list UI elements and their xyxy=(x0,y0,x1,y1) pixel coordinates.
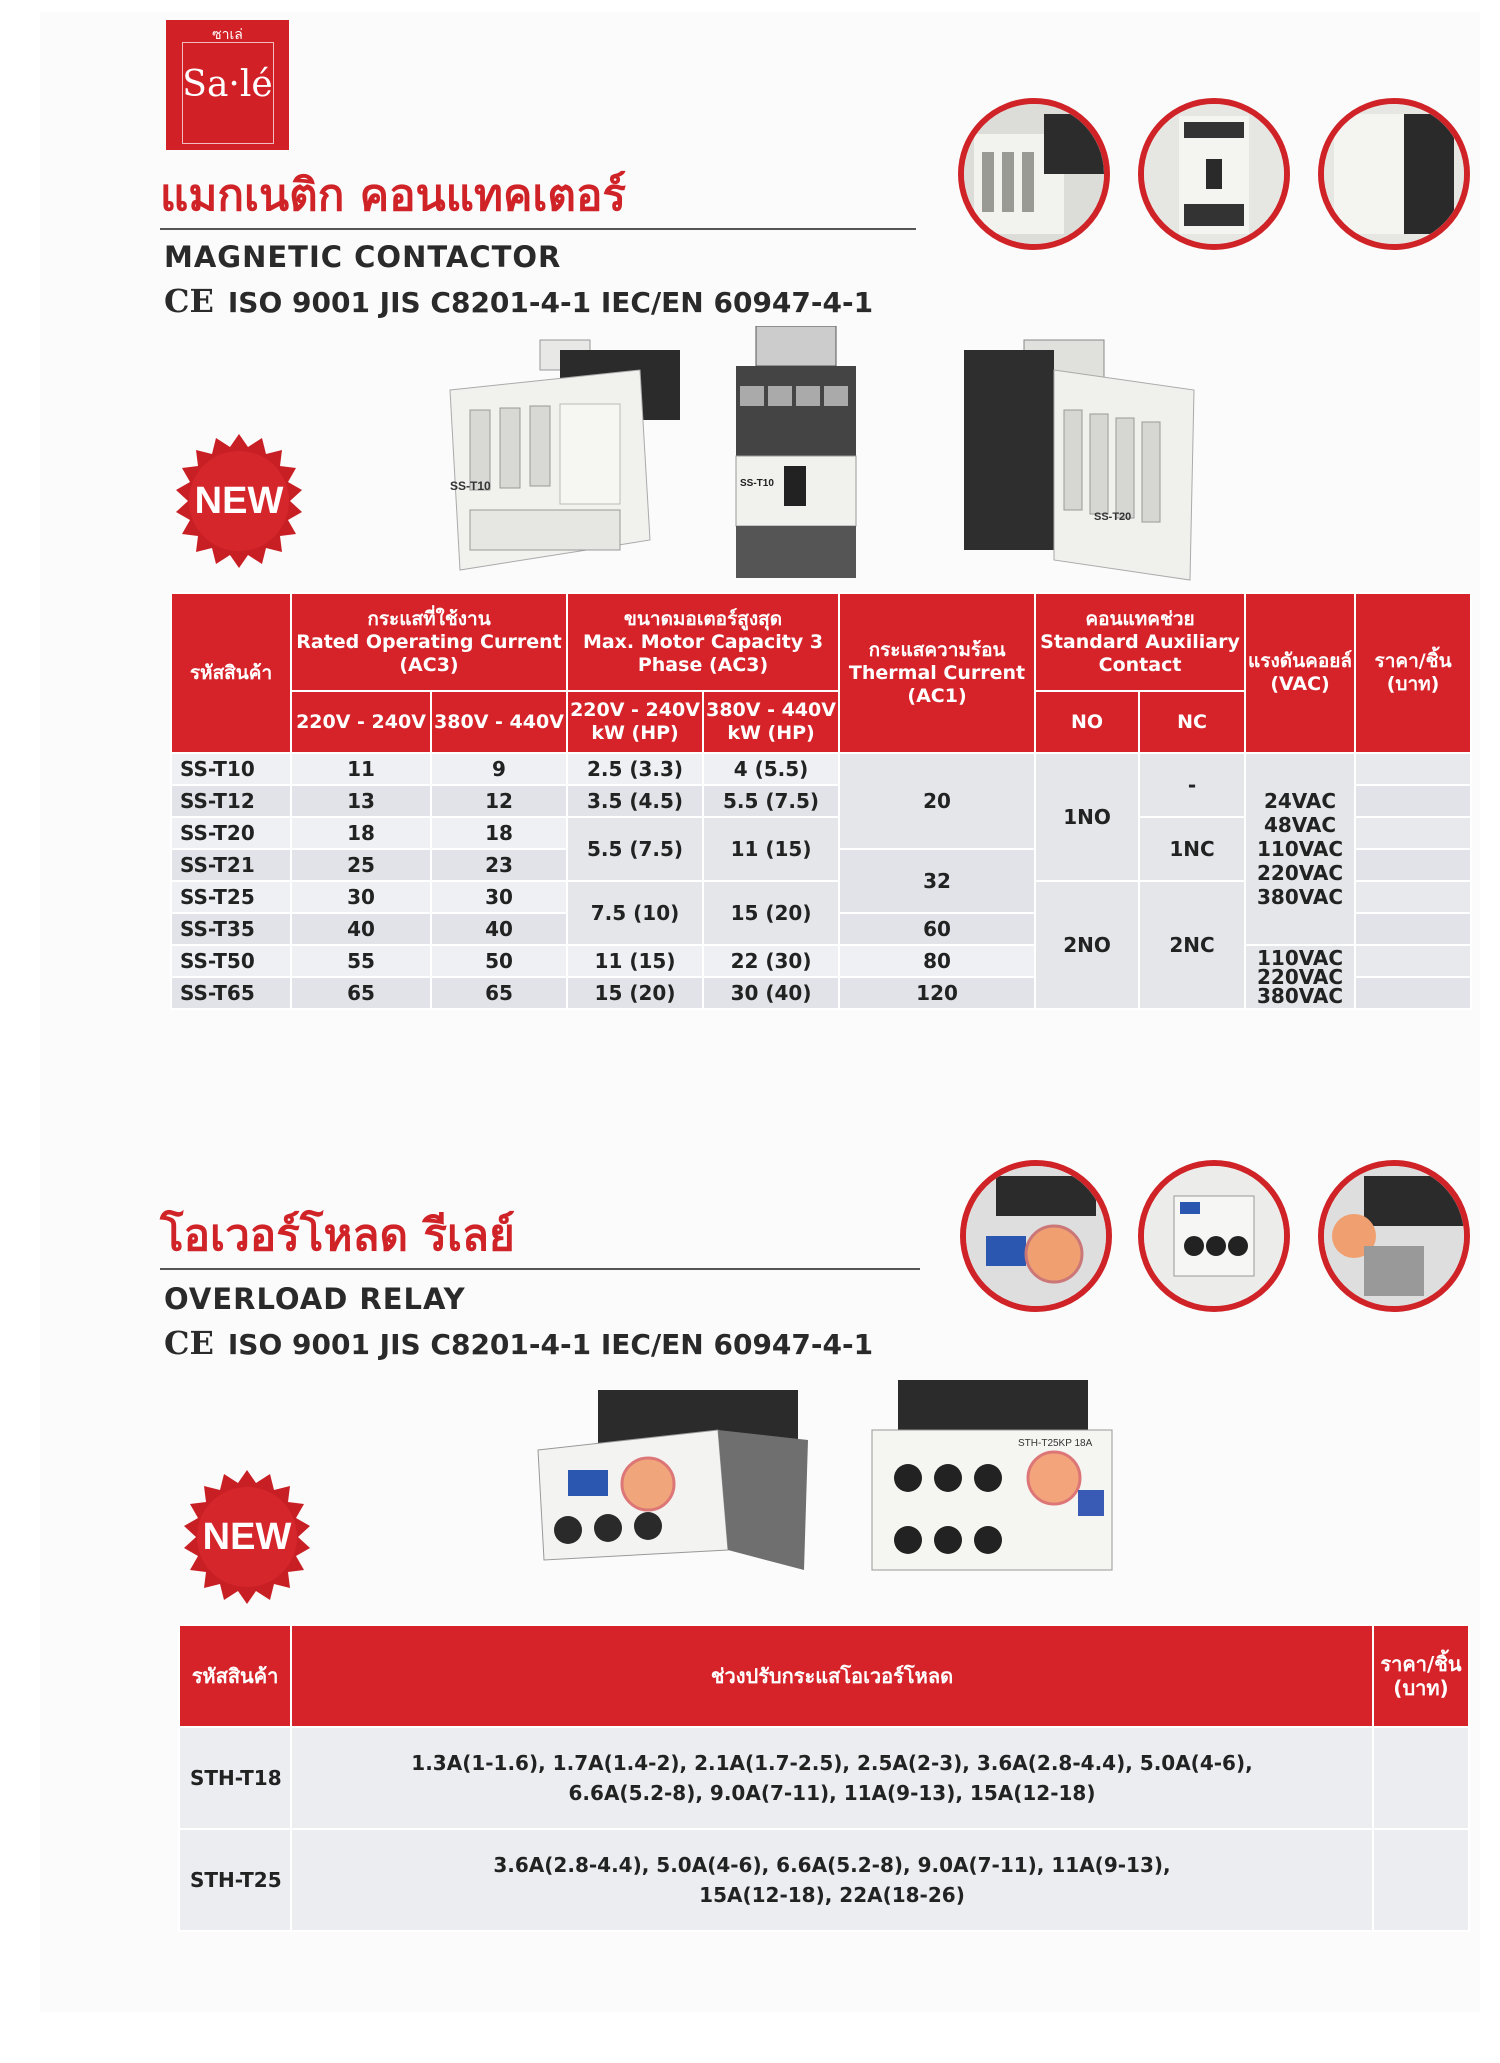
col-header-range: ช่วงปรับกระแสโอเวอร์โหลด xyxy=(291,1625,1373,1727)
col-header-motor: ขนาดมอเตอร์สูงสุด Max. Motor Capacity 3 Phase (AC3) xyxy=(567,593,839,691)
table-row: SS-T50 55 50 11 (15) 22 (30) 80 110VAC 220VAC 380VAC xyxy=(171,945,1471,977)
col-header-current: กระแสที่ใช้งาน Rated Operating Current (AC3) xyxy=(291,593,567,691)
relay-detail-photo-3 xyxy=(1318,1160,1470,1312)
svg-text:STH-T25KP 18A: STH-T25KP 18A xyxy=(1018,1438,1093,1449)
price-cell xyxy=(1355,881,1471,913)
table-row: SS-T12 13 12 3.5 (4.5) 5.5 (7.5) xyxy=(171,785,1471,817)
brand-name: Sa·lé xyxy=(182,64,273,105)
brand-thai: ซาเล่ xyxy=(212,27,243,43)
contactor-certifications: CE ISO 9001 JIS C8201-4-1 IEC/EN 60947-4-1 xyxy=(164,282,874,320)
price-cell xyxy=(1355,817,1471,849)
current-range-cell: 3.6A(2.8-4.4), 5.0A(4-6), 6.6A(5.2-8), 9.0A(7-11), 11A(9-13), 15A(12-18), 22A(18-26) xyxy=(291,1829,1373,1931)
price-cell xyxy=(1355,945,1471,977)
col-header-coil: แรงดันคอยล์ (VAC) xyxy=(1245,593,1355,753)
relay-detail-photo-2 xyxy=(1138,1160,1290,1312)
table-row: SS-T21 25 23 32 xyxy=(171,849,1471,881)
new-badge: NEW xyxy=(170,432,308,570)
table-row: SS-T10 11 9 2.5 (3.3) 4 (5.5) 20 1NO - 24VAC 48VAC 110VAC 220VAC 380VAC xyxy=(171,753,1471,785)
price-cell xyxy=(1373,1727,1469,1829)
brand-logo xyxy=(166,20,289,150)
col-header-motor-380: 380V - 440V kW (HP) xyxy=(703,691,839,753)
contactor-detail-photo-3 xyxy=(1318,98,1470,250)
table-row: STH-T18 1.3A(1-1.6), 1.7A(1.4-2), 2.1A(1.7-2.5), 2.5A(2-3), 3.6A(2.8-4.4), 5.0A(4-6), 6.6A(5.2-8), 9.0A(7-11), 11A(9-13), 15A(12-18) xyxy=(179,1727,1469,1829)
price-cell xyxy=(1355,753,1471,785)
price-cell xyxy=(1355,977,1471,1009)
col-header-current-380: 380V - 440V xyxy=(431,691,567,753)
price-cell xyxy=(1355,785,1471,817)
relay-detail-photo-1 xyxy=(960,1160,1112,1312)
svg-text:SS-T20: SS-T20 xyxy=(1094,511,1132,523)
ce-mark-icon: CE xyxy=(164,1324,214,1362)
relay-title-thai: โอเวอร์โหลด รีเลย์ xyxy=(160,1210,515,1261)
new-badge: NEW xyxy=(178,1468,316,1606)
price-cell xyxy=(1373,1829,1469,1931)
contactor-product-ss-t10-front xyxy=(440,330,690,580)
section-divider xyxy=(160,228,916,230)
table-row: STH-T25 3.6A(2.8-4.4), 5.0A(4-6), 6.6A(5.2-8), 9.0A(7-11), 11A(9-13), 15A(12-18), 22A(18-26) xyxy=(179,1829,1469,1931)
relay-certifications: CE ISO 9001 JIS C8201-4-1 IEC/EN 60947-4-1 xyxy=(164,1324,874,1362)
price-cell xyxy=(1355,849,1471,881)
label-ss-t10: SS-T10 xyxy=(450,479,491,493)
svg-text:SS-T10: SS-T10 xyxy=(740,478,774,489)
current-range-cell: 1.3A(1-1.6), 1.7A(1.4-2), 2.1A(1.7-2.5), 2.5A(2-3), 3.6A(2.8-4.4), 5.0A(4-6), 6.6A(5.2-8), 9.0A(7-11), 11A(9-13), 15A(12-18) xyxy=(291,1727,1373,1829)
col-header-current-220: 220V - 240V xyxy=(291,691,431,753)
col-header-motor-220: 220V - 240V kW (HP) xyxy=(567,691,703,753)
relay-product-sth-t25 xyxy=(868,1380,1128,1590)
contactor-title-thai: แมกเนติก คอนแทคเตอร์ xyxy=(160,170,627,221)
table-row: SS-T35 40 40 60 xyxy=(171,913,1471,945)
coil-voltage-group-1: 24VAC 48VAC 110VAC 220VAC 380VAC xyxy=(1245,753,1355,945)
section-divider xyxy=(160,1268,920,1270)
contactor-product-ss-t20 xyxy=(964,330,1204,586)
col-header-price: ราคา/ชิ้น (บาท) xyxy=(1355,593,1471,753)
col-header-no: NO xyxy=(1035,691,1139,753)
coil-voltage-group-2: 110VAC 220VAC 380VAC xyxy=(1245,945,1355,1009)
contactor-detail-photo-1 xyxy=(958,98,1110,250)
col-header-aux: คอนแทคช่วย Standard Auxiliary Contact xyxy=(1035,593,1245,691)
ce-mark-icon: CE xyxy=(164,282,214,320)
table-row: SS-T25 30 30 7.5 (10) 15 (20) 2NO 2NC xyxy=(171,881,1471,913)
table-row: SS-T65 65 65 15 (20) 30 (40) 120 xyxy=(171,977,1471,1009)
col-header-code: รหัสสินค้า xyxy=(171,593,291,753)
price-cell xyxy=(1355,913,1471,945)
col-header-nc: NC xyxy=(1139,691,1245,753)
relay-title-en: OVERLOAD RELAY xyxy=(164,1282,466,1316)
col-header-thermal: กระแสความร้อน Thermal Current (AC1) xyxy=(839,593,1035,753)
col-header-price: ราคา/ชิ้น (บาท) xyxy=(1373,1625,1469,1727)
table-row: SS-T20 18 18 5.5 (7.5) 11 (15) 1NC xyxy=(171,817,1471,849)
relay-spec-table xyxy=(178,1624,1470,1932)
contactor-title-en: MAGNETIC CONTACTOR xyxy=(164,240,562,274)
relay-product-sth-t18 xyxy=(528,1380,818,1590)
contactor-product-ss-t10-top xyxy=(726,326,866,582)
col-header-code: รหัสสินค้า xyxy=(179,1625,291,1727)
contactor-detail-photo-2 xyxy=(1138,98,1290,250)
contactor-spec-table xyxy=(170,592,1472,1010)
